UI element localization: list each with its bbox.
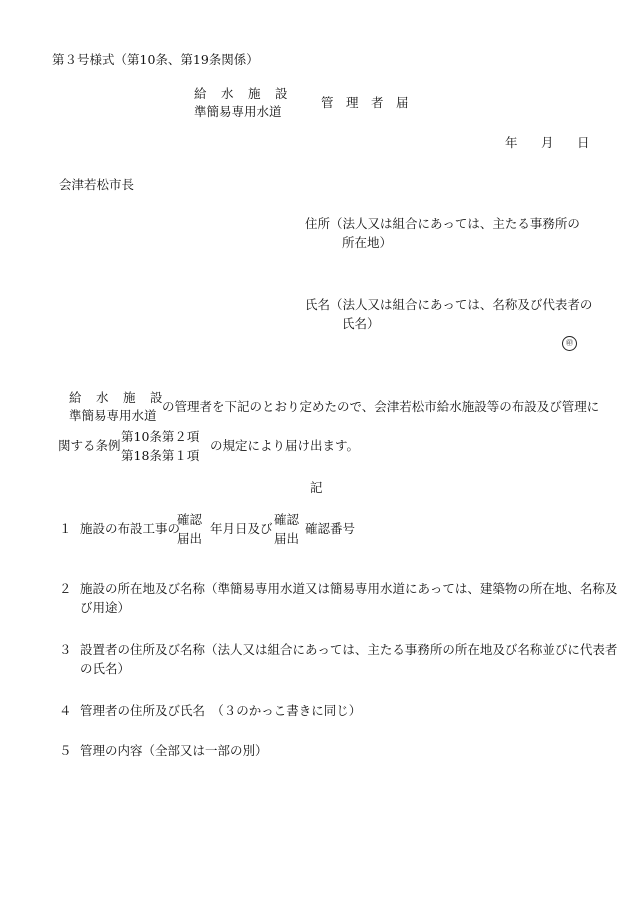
item1-stack1-bottom: 届出 (177, 531, 203, 546)
item3-line2: の氏名） (80, 661, 131, 676)
item2-line1: 施設の所在地及び名称（準簡易専用水道又は簡易専用水道にあっては、建築物の所在地、名称及 (80, 581, 618, 596)
date-day: 日 (577, 135, 590, 150)
item4-number: ４ (59, 703, 72, 718)
item1-number: １ (59, 521, 72, 536)
item1-stack2-top: 確認 (274, 512, 300, 527)
address-label: 住所（法人又は組合にあっては、主たる事務所の (305, 216, 580, 231)
body-text-suffix: の規定により届け出ます。 (210, 438, 360, 453)
date-year: 年 (505, 135, 518, 150)
item1-text-b: 年月日及び (210, 521, 273, 536)
item5-line1: 管理の内容（全部又は一部の別） (80, 743, 268, 758)
item3-number: ３ (59, 642, 72, 657)
form-number: 第３号様式（第10条、第19条関係） (52, 52, 259, 67)
article-ref-2: 第18条第１項 (121, 448, 200, 463)
item2-line2: び用途） (80, 600, 131, 615)
item1-stack1-top: 確認 (177, 512, 203, 527)
body-text-prefix: 関する条例 (58, 438, 121, 453)
title-facility-line2: 準簡易専用水道 (194, 104, 282, 119)
ki-heading: 記 (310, 480, 323, 495)
name-label: 氏名（法人又は組合にあっては、名称及び代表者の (305, 297, 593, 312)
item1-text-a: 施設の布設工事の (80, 521, 181, 536)
title-facility-line1: 給 水 施 設 (194, 86, 289, 101)
item1-stack2-bottom: 届出 (274, 531, 300, 546)
item5-number: ５ (59, 743, 72, 758)
body-facility-line2: 準簡易専用水道 (69, 408, 157, 423)
address-label-cont: 所在地） (342, 235, 393, 250)
article-ref-1: 第10条第２項 (121, 429, 200, 444)
date-month: 月 (541, 135, 554, 150)
seal-mark: ㊞ (562, 336, 577, 351)
addressee: 会津若松市長 (59, 177, 135, 192)
body-facility-line1: 給 水 施 設 (69, 390, 164, 405)
item1-text-c: 確認番号 (305, 521, 356, 536)
name-label-cont: 氏名） (342, 316, 380, 331)
body-text-line1: の管理者を下記のとおり定めたので、会津若松市給水施設等の布設及び管理に (162, 399, 600, 414)
item3-line1: 設置者の住所及び名称（法人又は組合にあっては、主たる事務所の所在地及び名称並びに代表者 (80, 642, 618, 657)
item4-line1: 管理者の住所及び氏名 （３のかっこ書きに同じ） (80, 703, 362, 718)
title-notice: 管 理 者 届 (321, 95, 409, 110)
item2-number: ２ (59, 581, 72, 596)
